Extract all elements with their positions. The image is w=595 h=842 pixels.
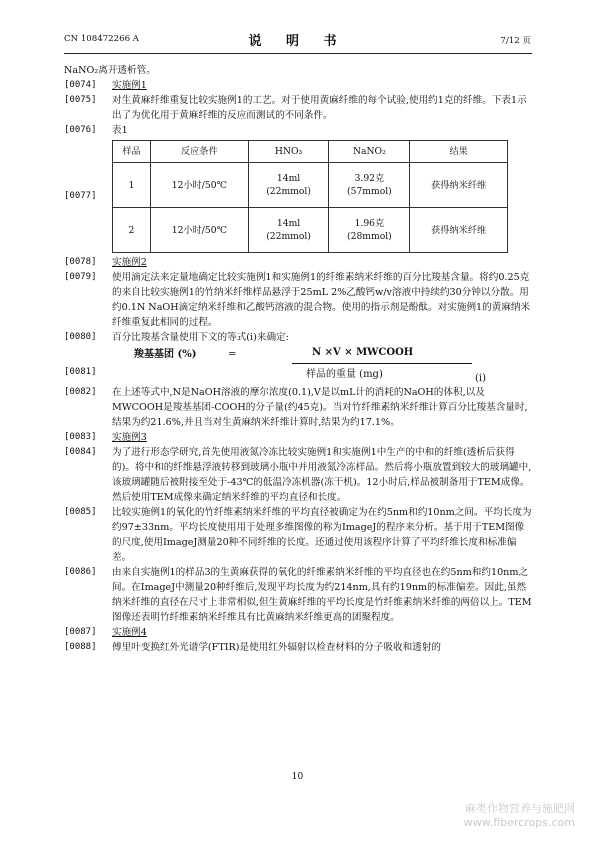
table-cell: 1 bbox=[113, 163, 151, 208]
equation-equals: = bbox=[228, 349, 237, 360]
paragraph-text: 对生黄麻纤维重复比较实施例1的工艺。对于使用黄麻纤维的每个试验,使用约1克的纤维。下表1示出了为优化用于黄麻纤维的反应而测试的不同条件。 bbox=[112, 95, 527, 121]
header-page-count: 7/12 页 bbox=[500, 36, 531, 46]
paragraph-number: [0078] bbox=[64, 257, 97, 267]
section-heading: 实施例4 bbox=[112, 627, 147, 638]
paragraph-0079 bbox=[64, 270, 532, 330]
paragraph-0075 bbox=[64, 93, 532, 123]
paragraph-text: 百分比羧基含量使用下文的等式(i)来确定: bbox=[112, 332, 289, 343]
paragraph-0082 bbox=[64, 385, 532, 430]
table-cell: 12小时/50℃ bbox=[150, 208, 248, 253]
table-header-cell: 反应条件 bbox=[150, 141, 248, 163]
paragraph-number: [0077] bbox=[64, 191, 97, 201]
cell-line: 14ml bbox=[276, 173, 301, 184]
paragraph-text: 傅里叶变换红外光谱学(FTIR)是使用红外辐射以检查材料的分子吸收和透射的 bbox=[112, 642, 441, 653]
table-header-cell: 样品 bbox=[113, 141, 151, 163]
equation-i bbox=[112, 345, 532, 383]
paragraph-text: 为了进行形态学研究,首先使用液氮冷冻比较实施例1和实施例1中生产的中和的纤维(透析后获得的)。将中和的纤维悬浮液转移到玻璃小瓶中并用液氮冷冻样品。然后将小瓶放置到较大的玻璃罐中,该玻璃罐随后被附接至处于-43℃的低温冷冻机器(冻干机)。12小时后,样品被制备用于TEM成像。然后使用TEM成像来确定纳米纤维的平均直径和长度。 bbox=[112, 447, 532, 503]
paragraph-number: [0080] bbox=[64, 332, 97, 342]
paragraph-0074 bbox=[64, 78, 532, 93]
paragraph-number: [0084] bbox=[64, 447, 97, 457]
cell-line: (28mmol) bbox=[347, 231, 392, 242]
document-body bbox=[64, 63, 532, 655]
paragraph-number: [0076] bbox=[64, 125, 97, 135]
table-header-cell: HNO₃ bbox=[248, 141, 329, 163]
table-cell: 2 bbox=[113, 208, 151, 253]
paragraph-text: 使用滴定法来定量地确定比较实施例1和实施例1的纤维素纳米纤维的百分比羧基含量。将约0.25克的来自比较实施例1的竹纳米纤维样品悬浮于25mL 2%乙酸钙w/v溶液中持续约30分钟以分散。用约0.1N NaOH滴定纳米纤维和乙酸钙溶液的混合物。使用的指示剂是酚酞。对实施例1的黄麻纳米纤维重复此相同的过程。 bbox=[112, 272, 531, 328]
equation-tag: (i) bbox=[475, 373, 487, 384]
paragraph-number: [0074] bbox=[64, 80, 97, 90]
header-title: 说 明 书 bbox=[248, 34, 347, 49]
table-header-row bbox=[113, 141, 508, 163]
header-divider bbox=[64, 53, 532, 54]
paragraph-0086 bbox=[64, 565, 532, 625]
paragraph-0085 bbox=[64, 505, 532, 565]
table-cell bbox=[248, 208, 329, 253]
paragraph-0078 bbox=[64, 255, 532, 270]
table-header-cell: NaNO₂ bbox=[329, 141, 410, 163]
table-cell bbox=[248, 163, 329, 208]
cell-line: 3.92克 bbox=[354, 173, 385, 184]
section-heading: 实施例2 bbox=[112, 257, 147, 268]
table-row bbox=[113, 208, 508, 253]
table-caption: 表1 bbox=[112, 125, 128, 136]
paragraph-number: [0079] bbox=[64, 272, 97, 282]
page-number: 10 bbox=[291, 772, 304, 782]
cell-line: (57mmol) bbox=[347, 186, 392, 197]
paragraph-number: [0088] bbox=[64, 642, 97, 652]
paragraph-0077 bbox=[64, 138, 532, 255]
fraction-bar bbox=[292, 363, 472, 364]
equation-lhs: 羧基基团 (%) bbox=[134, 349, 197, 360]
table-cell bbox=[329, 208, 410, 253]
section-heading: 实施例1 bbox=[112, 80, 147, 91]
paragraph-number: [0083] bbox=[64, 432, 97, 442]
paragraph-0084 bbox=[64, 445, 532, 505]
paragraph-number: [0085] bbox=[64, 507, 97, 517]
table-1 bbox=[112, 140, 508, 253]
table-cell: 12小时/50℃ bbox=[150, 163, 248, 208]
cell-line: (22mmol) bbox=[266, 231, 311, 242]
paragraph-number: [0081] bbox=[64, 367, 97, 377]
table-header-cell: 结果 bbox=[410, 141, 508, 163]
intro-text: NaNO₂离开透析管。 bbox=[64, 65, 156, 76]
paragraph-0087 bbox=[64, 625, 532, 640]
table-cell bbox=[329, 163, 410, 208]
cell-line: (22mmol) bbox=[266, 186, 311, 197]
cell-line: 14ml bbox=[276, 218, 301, 229]
paragraph-text: 在上述等式中,N是NaOH溶液的摩尔浓度(0.1),V是以mL计的消耗的NaOH的体积,以及MWCOOH是羧基基团-COOH的分子量(约45克)。当对竹纤维素纳米纤维计算百分比羧基含量时,结果为约21.6%,并且当对生黄麻纳米纤维计算时,结果为约17.1%。 bbox=[112, 387, 528, 428]
cell-line: 1.96克 bbox=[354, 218, 385, 229]
table-cell: 获得纳米纤维 bbox=[410, 208, 508, 253]
watermark-line: www.fibercrops.com bbox=[463, 816, 575, 829]
paragraph-0083 bbox=[64, 430, 532, 445]
paragraph-0080 bbox=[64, 330, 532, 345]
paragraph-number: [0075] bbox=[64, 95, 97, 105]
section-heading: 实施例3 bbox=[112, 432, 147, 443]
watermark-line: 麻类作物营养与施肥网 bbox=[465, 802, 575, 815]
equation-denominator: 样品的重量 (mg) bbox=[306, 369, 383, 380]
paragraph-text: 比较实施例1的氧化的竹纤维素纳米纤维的平均直径被确定为在约5nm和约10nm之间。平均长度为约97±33nm。平均长度使用用于处理多维图像的称为ImageJ的程序来分析。基于用于TEM图像的尺度,使用ImageJ测量20种不同纤维的长度。还通过使用该程序计算了平均纤维长度和标准偏差。 bbox=[112, 507, 532, 563]
table-cell: 获得纳米纤维 bbox=[410, 163, 508, 208]
paragraph-0088 bbox=[64, 640, 532, 655]
table-row bbox=[113, 163, 508, 208]
paragraph-number: [0086] bbox=[64, 567, 97, 577]
paragraph-number: [0082] bbox=[64, 387, 97, 397]
paragraph-number: [0087] bbox=[64, 627, 97, 637]
paragraph-0081 bbox=[64, 345, 532, 385]
header-doc-number: CN 108472266 A bbox=[64, 34, 139, 44]
paragraph-text: 由来自实施例1的样品3的生黄麻获得的氧化的纤维素纳米纤维的平均直径也在约5nm和约10nm之间。在ImageJ中测量20种纤维后,发现平均长度为约214nm,具有约19nm的标准偏差。因此,虽然纳米纤维的直径在尺寸上非常相似,但生黄麻纤维的平均长度是竹纤维素纳米纤维的两倍以上。TEM图像还表明竹纤维素纳米纤维具有比黄麻纳米纤维更高的团聚程度。 bbox=[112, 567, 532, 623]
equation-numerator: N ×V × MWCOOH bbox=[312, 347, 414, 358]
paragraph-0076 bbox=[64, 123, 532, 138]
site-watermark bbox=[464, 802, 575, 830]
